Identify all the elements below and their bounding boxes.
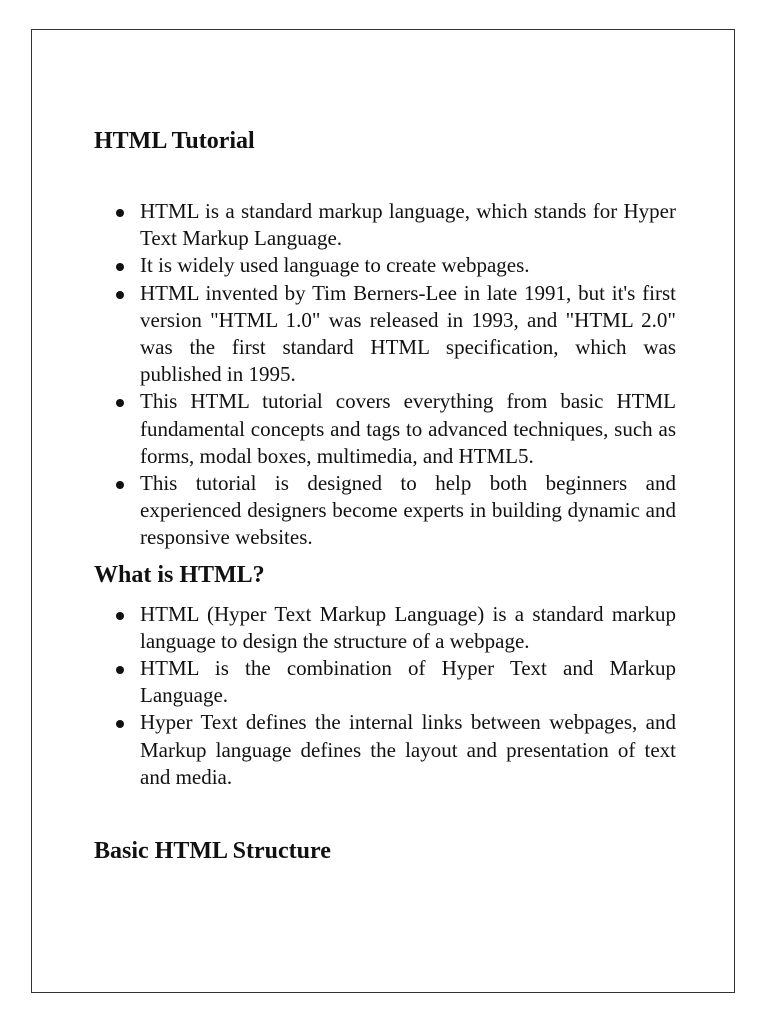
list-item [140,388,676,470]
list-item-text: Hyper Text defines the internal links between webpages, and Markup language defines the layout and presentation of text and media. [140,710,676,789]
list-item-text: HTML is the combination of Hyper Text and Markup Language. [140,656,676,708]
bullet-icon [116,291,124,299]
list-item-text: HTML (Hyper Text Markup Language) is a standard markup language to design the structure of a webpage. [140,601,676,653]
list-item [140,470,676,552]
heading-what-is-html: What is HTML? [94,561,265,588]
list-item [140,601,676,655]
bullet-icon [116,666,124,674]
what-is-html-list [94,601,676,791]
list-item [140,655,676,709]
bullet-icon [116,720,124,728]
document-page [31,29,735,993]
list-item [140,280,676,389]
bullet-icon [116,209,124,217]
bullet-icon [116,612,124,620]
list-item [140,252,676,279]
bullet-icon [116,399,124,407]
heading-basic-html-structure: Basic HTML Structure [94,838,331,865]
bullet-icon [116,263,124,271]
heading-html-tutorial: HTML Tutorial [94,128,255,154]
list-item-text: It is widely used language to create webpages. [140,253,530,278]
list-item-text: HTML invented by Tim Berners-Lee in late 1991, but it's first version "HTML 1.0" was released in 1993, and "HTML 2.0" was the first standard HTML specification, which was published in 1995. [140,280,676,387]
bullet-icon [116,481,124,489]
html-tutorial-list [94,198,676,552]
list-item-text: HTML is a standard markup language, which stands for Hyper Text Markup Language. [140,199,676,251]
document-content [94,126,676,866]
list-item-text: This tutorial is designed to help both beginners and experienced designers become experts in building dynamic and responsive websites. [140,471,676,550]
list-item [140,709,676,791]
list-item [140,198,676,252]
list-item-text: This HTML tutorial covers everything from basic HTML fundamental concepts and tags to advanced techniques, such as forms, modal boxes, multimedia, and HTML5. [140,389,676,468]
